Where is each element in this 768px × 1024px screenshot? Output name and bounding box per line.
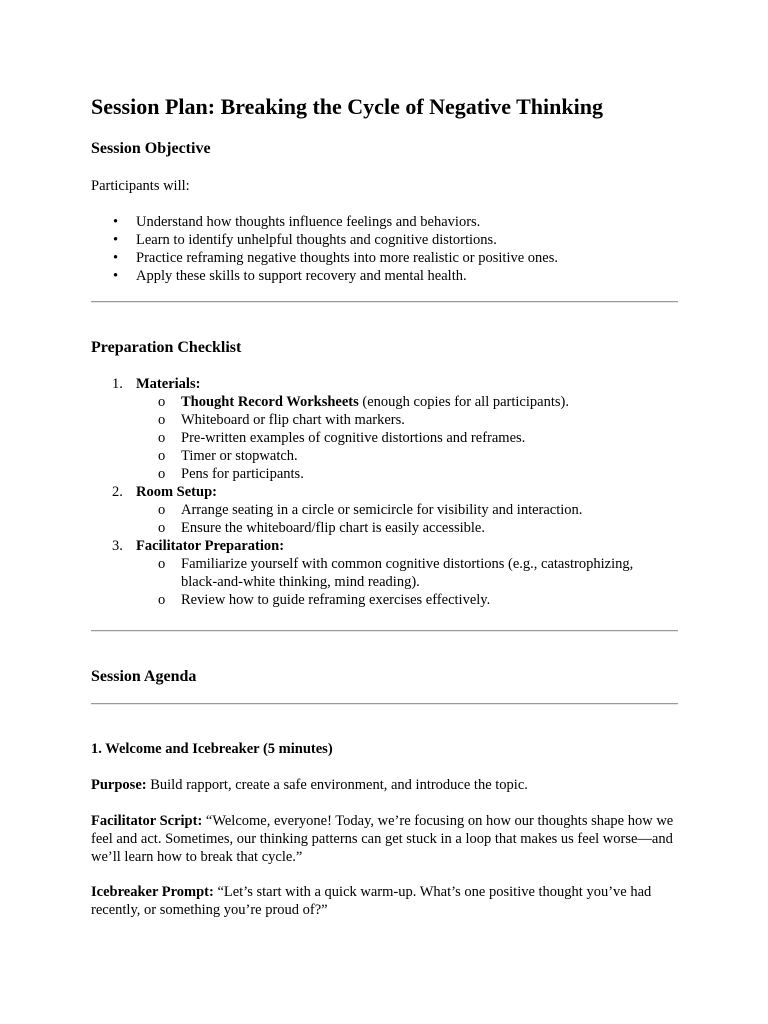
list-item <box>136 519 681 537</box>
agenda-step-heading: 1. Welcome and Icebreaker (5 minutes) <box>91 741 333 757</box>
circle-bullet-icon: o <box>158 592 166 608</box>
checklist-section-room-setup <box>91 483 681 537</box>
list-item <box>136 501 681 519</box>
checklist-section-facilitator <box>91 537 681 609</box>
script-paragraph <box>91 812 681 866</box>
divider <box>91 703 678 705</box>
checklist-section-materials <box>91 375 681 483</box>
circle-bullet-icon: o <box>158 448 166 464</box>
item-text: Familiarize yourself with common cognitive distortions (e.g., catastrophizing, black-and-white thinking, mind reading). <box>181 556 634 590</box>
item-text: Pre-written examples of cognitive distortions and reframes. <box>181 430 526 446</box>
item-text: Ensure the whiteboard/flip chart is easily accessible. <box>181 520 485 536</box>
facilitator-list <box>136 555 681 609</box>
list-item <box>136 393 681 411</box>
purpose-label: Purpose: <box>91 777 147 793</box>
checklist-list <box>91 375 681 609</box>
list-item: • Apply these skills to support recovery and mental health. <box>91 267 558 285</box>
item-text: Pens for participants. <box>181 466 304 482</box>
script-label: Facilitator Script: <box>91 813 203 829</box>
list-item <box>136 591 681 609</box>
item-text: (enough copies for all participants). <box>358 394 569 410</box>
objective-intro: Participants will: <box>91 178 190 194</box>
circle-bullet-icon: o <box>158 430 166 446</box>
section-number: 1. <box>112 376 123 392</box>
purpose-paragraph <box>91 776 681 794</box>
section-label: Room Setup: <box>136 484 217 500</box>
item-bold: Thought Record Worksheets <box>181 394 359 410</box>
icebreaker-label: Icebreaker Prompt: <box>91 884 214 900</box>
room-setup-list <box>136 501 681 537</box>
item-text: Arrange seating in a circle or semicircle for visibility and interaction. <box>181 502 583 518</box>
section-number: 3. <box>112 538 123 554</box>
divider <box>91 301 678 303</box>
document-title: Session Plan: Breaking the Cycle of Negative Thinking <box>91 94 603 119</box>
list-item <box>136 429 681 447</box>
divider <box>91 630 678 632</box>
item-text: Review how to guide reframing exercises effectively. <box>181 592 491 608</box>
objective-list <box>91 213 558 285</box>
section-label: Materials: <box>136 376 201 392</box>
item-text: Whiteboard or flip chart with markers. <box>181 412 405 428</box>
list-item <box>136 411 681 429</box>
circle-bullet-icon: o <box>158 394 166 410</box>
section-label: Facilitator Preparation: <box>136 538 285 554</box>
circle-bullet-icon: o <box>158 556 166 572</box>
list-item: • Understand how thoughts influence feelings and behaviors. <box>91 213 558 231</box>
objective-heading: Session Objective <box>91 140 211 157</box>
circle-bullet-icon: o <box>158 520 166 536</box>
list-item <box>136 555 663 591</box>
item-text: Timer or stopwatch. <box>181 448 298 464</box>
icebreaker-paragraph <box>91 883 681 919</box>
list-item: • Learn to identify unhelpful thoughts and cognitive distortions. <box>91 231 558 249</box>
agenda-heading: Session Agenda <box>91 668 197 685</box>
circle-bullet-icon: o <box>158 502 166 518</box>
list-item <box>136 447 681 465</box>
checklist-heading: Preparation Checklist <box>91 339 242 356</box>
script-text: “Welcome, everyone! Today, we’re focusing on how our thoughts shape how we feel and act. Sometimes, our thinking patterns can get stuck in a loop that makes us feel worse—and we’ll learn how to break that cycle.” <box>91 813 674 865</box>
circle-bullet-icon: o <box>158 466 166 482</box>
circle-bullet-icon: o <box>158 412 166 428</box>
materials-list <box>136 393 681 483</box>
list-item: • Practice reframing negative thoughts into more realistic or positive ones. <box>91 249 558 267</box>
purpose-text: Build rapport, create a safe environment, and introduce the topic. <box>146 777 528 793</box>
list-item <box>136 465 681 483</box>
section-number: 2. <box>112 484 123 500</box>
icebreaker-text: “Let’s start with a quick warm-up. What’s one positive thought you’ve had recently, or something you’re proud of?” <box>91 884 652 918</box>
